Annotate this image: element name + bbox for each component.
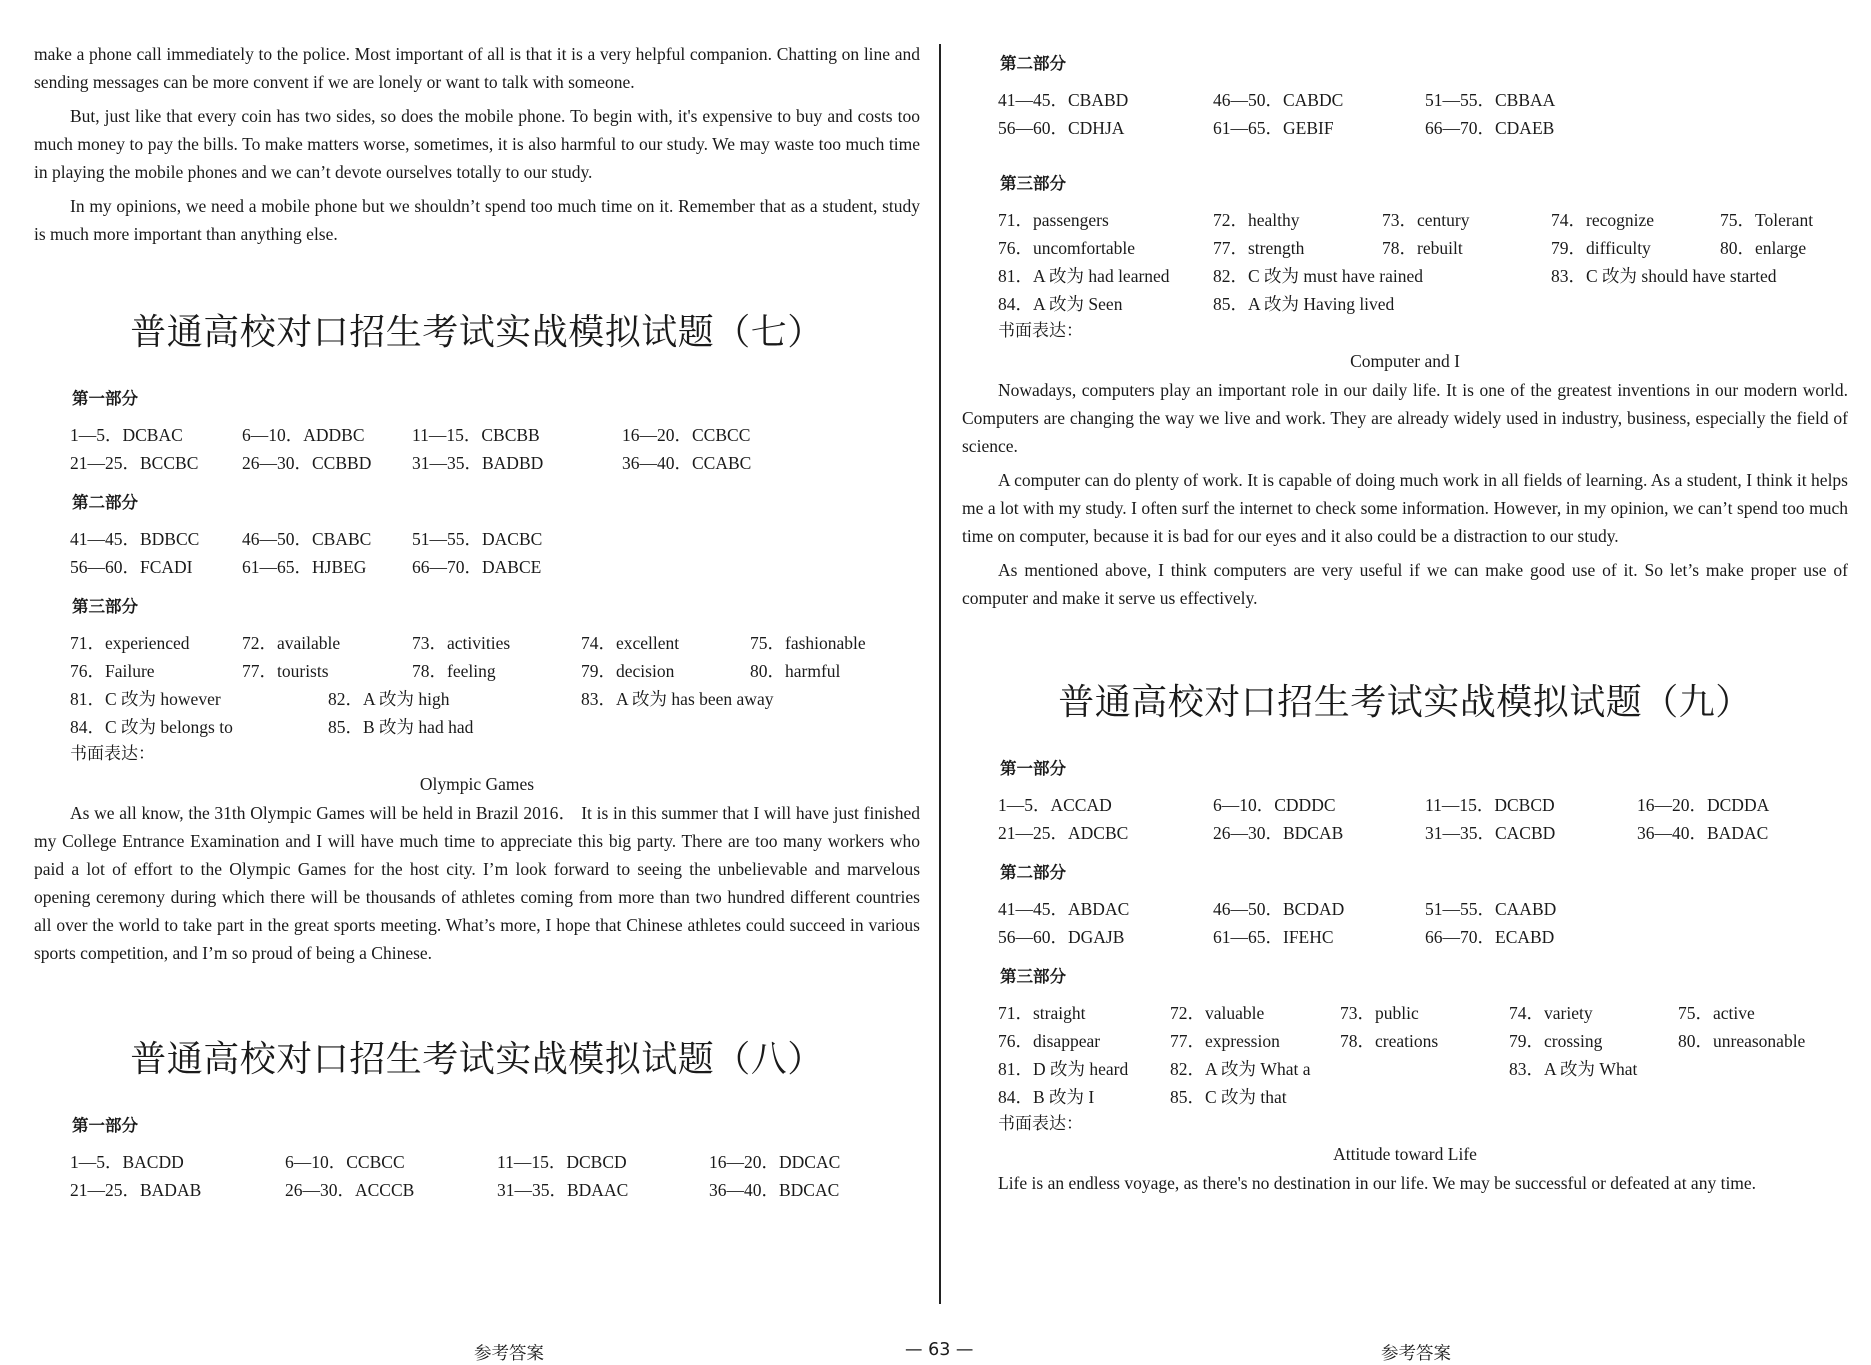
writing-label: 书面表达： <box>70 744 155 764</box>
correction-item: 83．A 改为 has been away <box>581 689 774 709</box>
answer-grid <box>70 629 920 685</box>
correction-item: 81．A 改为 had learned <box>998 266 1170 286</box>
answer-item: 51—55．DACBC <box>412 529 543 549</box>
answer-item: 80．harmful <box>750 661 841 681</box>
correction-item: 82．C 改为 must have rained <box>1213 266 1423 286</box>
answer-item: 78．creations <box>1340 1031 1439 1051</box>
answer-item: 56—60．CDHJA <box>998 118 1125 138</box>
essay-title: Attitude toward Life <box>1333 1144 1477 1164</box>
answer-grid <box>998 895 1848 951</box>
answer-item: 72．healthy <box>1213 210 1300 230</box>
answer-item: 41—45．BDBCC <box>70 529 200 549</box>
answer-item: 6—10．CDDDC <box>1213 795 1336 815</box>
right-column <box>962 40 1848 1203</box>
answer-item: 75．fashionable <box>750 633 866 653</box>
section-heading: 第一部分 <box>72 389 138 408</box>
answer-item: 46—50．CABDC <box>1213 90 1344 110</box>
answer-item: 16—20．DDCAC <box>709 1152 841 1172</box>
correction-list <box>998 1055 1848 1111</box>
exam-title: 普通高校对口招生考试实战模拟试题（八） <box>130 1039 824 1080</box>
answer-item: 80．unreasonable <box>1678 1031 1806 1051</box>
answer-item: 78．rebuilt <box>1382 238 1463 258</box>
exam-title: 普通高校对口招生考试实战模拟试题（九） <box>1058 682 1752 723</box>
answer-grid <box>70 1148 920 1204</box>
answer-item: 76．Failure <box>70 661 155 681</box>
answer-grid <box>998 206 1848 262</box>
answer-item: 77．tourists <box>242 661 329 681</box>
answer-item: 26—30．ACCCB <box>285 1180 415 1200</box>
answer-grid <box>70 525 920 581</box>
essay-paragraph: As mentioned above, I think computers are very useful if we can make good use of it. So let’s make proper use of computer and make it serve us effectively. <box>962 560 1848 608</box>
answer-item: 73．activities <box>412 633 511 653</box>
section-heading: 第二部分 <box>1000 863 1066 882</box>
answer-item: 46—50．BCDAD <box>1213 899 1345 919</box>
answer-item: 6—10．ADDBC <box>242 425 365 445</box>
answer-item: 79．crossing <box>1509 1031 1603 1051</box>
answer-grid <box>998 999 1848 1055</box>
answer-item: 73．century <box>1382 210 1470 230</box>
answer-item: 1—5．BACDD <box>70 1152 184 1172</box>
writing-label: 书面表达： <box>998 321 1083 341</box>
answer-item: 16—20．DCDDA <box>1637 795 1770 815</box>
correction-item: 84．A 改为 Seen <box>998 294 1123 314</box>
correction-item: 85．C 改为 that <box>1170 1087 1287 1107</box>
answer-item: 72．valuable <box>1170 1003 1265 1023</box>
correction-item: 82．A 改为 high <box>328 689 450 709</box>
section-heading: 第二部分 <box>1000 54 1066 73</box>
essay-paragraph: A computer can do plenty of work. It is capable of doing much work in all fields of learning. As a student, I think it helps me a lot with my study. I often surf the internet to check some information. However, in my opinion, we can’t spend too much time on computer, because it is bad for our eyes and it also could be a distraction to our study. <box>962 470 1848 546</box>
answer-grid <box>998 86 1848 142</box>
answer-item: 26—30．CCBBD <box>242 453 372 473</box>
answer-item: 75．Tolerant <box>1720 210 1814 230</box>
answer-item: 36—40．CCABC <box>622 453 752 473</box>
answer-item: 56—60．DGAJB <box>998 927 1125 947</box>
answer-item: 41—45．ABDAC <box>998 899 1130 919</box>
answer-item: 61—65．IFEHC <box>1213 927 1334 947</box>
answer-item: 74．excellent <box>581 633 680 653</box>
answer-item: 1—5．ACCAD <box>998 795 1112 815</box>
intro-paragraph: In my opinions, we need a mobile phone but we shouldn’t spend too much time on it. Remember that as a student, study is much more important than anything else. <box>34 196 920 244</box>
answer-grid <box>998 791 1848 847</box>
answer-item: 11—15．DCBCD <box>1425 795 1555 815</box>
answer-item: 72．available <box>242 633 341 653</box>
footer-label-right: 参考答案 <box>1381 1344 1451 1364</box>
intro-paragraph: But, just like that every coin has two sides, so does the mobile phone. To begin with, it's expensive to buy and costs too much money to pay the bills. To make matters worse, sometimes, it is also harmful to our study. We may waste too much time in playing the mobile phones and we can’t devote ourselves totally to our study. <box>34 106 920 182</box>
answer-item: 74．recognize <box>1551 210 1655 230</box>
answer-item: 75．active <box>1678 1003 1755 1023</box>
answer-item: 71．passengers <box>998 210 1109 230</box>
correction-item: 83．C 改为 should have started <box>1551 266 1777 286</box>
answer-item: 79．difficulty <box>1551 238 1651 258</box>
footer-label-left: 参考答案 <box>474 1344 544 1364</box>
answer-item: 76．disappear <box>998 1031 1101 1051</box>
answer-item: 16—20．CCBCC <box>622 425 751 445</box>
page-number: — 63 — <box>905 1340 974 1360</box>
answer-item: 11—15．DCBCD <box>497 1152 627 1172</box>
essay-paragraph: Nowadays, computers play an important role in our daily life. It is one of the greatest inventions in our modern world. Computers are changing the way we live and work. They are already widely used in industry, business, especially the field of science. <box>962 380 1848 456</box>
answer-item: 26—30．BDCAB <box>1213 823 1344 843</box>
correction-list <box>998 262 1848 318</box>
answer-grid <box>70 421 920 477</box>
answer-item: 74．variety <box>1509 1003 1593 1023</box>
answer-item: 73．public <box>1340 1003 1419 1023</box>
answer-item: 11—15．CBCBB <box>412 425 540 445</box>
answer-item: 31—35．BADBD <box>412 453 544 473</box>
answer-item: 21—25．ADCBC <box>998 823 1129 843</box>
essay-title: Computer and I <box>1350 351 1460 371</box>
answer-item: 66—70．DABCE <box>412 557 542 577</box>
answer-item: 51—55．CBBAA <box>1425 90 1556 110</box>
answer-item: 46—50．CBABC <box>242 529 372 549</box>
answer-item: 66—70．ECABD <box>1425 927 1555 947</box>
answer-item: 61—65．HJBEG <box>242 557 367 577</box>
essay-paragraph: Life is an endless voyage, as there's no destination in our life. We may be successful or defeated at any time. <box>998 1173 1757 1193</box>
section-heading: 第二部分 <box>72 493 138 512</box>
answer-item: 51—55．CAABD <box>1425 899 1557 919</box>
correction-item: 84．B 改为 I <box>998 1087 1095 1107</box>
correction-item: 81．C 改为 however <box>70 689 221 709</box>
section-heading: 第三部分 <box>1000 967 1066 986</box>
intro-paragraph: make a phone call immediately to the police. Most important of all is that it is a very helpful companion. Chatting on line and sending messages can be more convent if we are lonely or want to talk with someone. <box>34 44 920 92</box>
correction-item: 85．A 改为 Having lived <box>1213 294 1395 314</box>
answer-item: 77．strength <box>1213 238 1305 258</box>
answer-item: 78．feeling <box>412 661 496 681</box>
answer-item: 36—40．BADAC <box>1637 823 1769 843</box>
essay-paragraph: As we all know, the 31th Olympic Games will be held in Brazil 2016． It is in this summer that I will have just finished my College Entrance Examination and I will have much time to appreciate this big party. There are too many workers who paid a lot of effort to the Olympic Games for the host city. I’m look forward to seeing the unbelievable and marvelous opening ceremony during which there will be thousands of athletes coming from more than two hundred different countries all over the world to take part in the great sports meeting. What’s more, I hope that Chinese athletes could succeed in various sports competition, and I’m so proud of being a Chinese. <box>34 803 920 963</box>
answer-item: 80．enlarge <box>1720 238 1807 258</box>
answer-item: 61—65．GEBIF <box>1213 118 1334 138</box>
answer-item: 71．experienced <box>70 633 190 653</box>
answer-item: 56—60．FCADI <box>70 557 193 577</box>
answer-item: 41—45．CBABD <box>998 90 1129 110</box>
writing-label: 书面表达： <box>998 1114 1083 1134</box>
correction-item: 82．A 改为 What a <box>1170 1059 1311 1079</box>
answer-item: 36—40．BDCAC <box>709 1180 840 1200</box>
left-column <box>34 40 920 1214</box>
exam-title: 普通高校对口招生考试实战模拟试题（七） <box>130 312 824 353</box>
answer-item: 6—10．CCBCC <box>285 1152 405 1172</box>
answer-item: 1—5．DCBAC <box>70 425 183 445</box>
section-heading: 第一部分 <box>72 1116 138 1135</box>
answer-item: 31—35．CACBD <box>1425 823 1556 843</box>
answer-item: 77．expression <box>1170 1031 1280 1051</box>
answer-item: 31—35．BDAAC <box>497 1180 629 1200</box>
column-divider <box>939 44 941 1304</box>
answer-item: 21—25．BADAB <box>70 1180 202 1200</box>
correction-item: 84．C 改为 belongs to <box>70 717 233 737</box>
answer-item: 71．straight <box>998 1003 1086 1023</box>
section-heading: 第一部分 <box>1000 759 1066 778</box>
correction-item: 81．D 改为 heard <box>998 1059 1129 1079</box>
correction-item: 85．B 改为 had had <box>328 717 474 737</box>
correction-list <box>70 685 920 741</box>
answer-item: 66—70．CDAEB <box>1425 118 1555 138</box>
correction-item: 83．A 改为 What <box>1509 1059 1638 1079</box>
section-heading: 第三部分 <box>72 597 138 616</box>
answer-item: 21—25．BCCBC <box>70 453 199 473</box>
answer-item: 79．decision <box>581 661 675 681</box>
essay-title: Olympic Games <box>419 774 535 794</box>
answer-item: 76．uncomfortable <box>998 238 1136 258</box>
section-heading: 第三部分 <box>1000 174 1066 193</box>
